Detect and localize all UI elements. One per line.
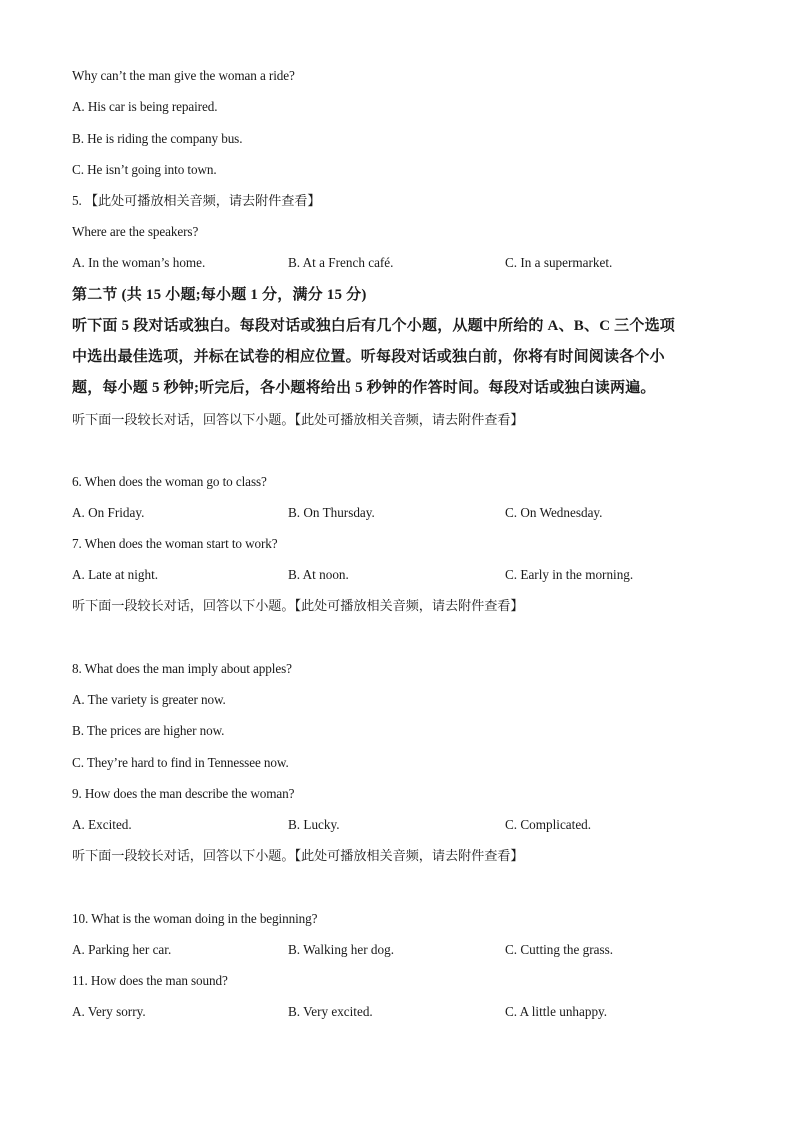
- question-10-option-a: A. Parking her car.: [72, 942, 172, 957]
- question-5-option-c: C. In a supermarket.: [505, 255, 613, 270]
- question-4-option-b: B. He is riding the company bus.: [72, 131, 243, 146]
- question-11-option-a: A. Very sorry.: [72, 1004, 146, 1019]
- question-7-option-a: A. Late at night.: [72, 567, 159, 582]
- question-6-text: 6. When does the woman go to class?: [72, 474, 267, 489]
- question-8-text: 8. What does the man imply about apples?: [72, 661, 292, 676]
- question-4-option-a: A. His car is being repaired.: [72, 99, 218, 114]
- question-8-option-b: B. The prices are higher now.: [72, 723, 225, 738]
- question-7-text: 7. When does the woman start to work?: [72, 536, 278, 551]
- question-6-option-a: A. On Friday.: [72, 505, 145, 520]
- question-10-option-b: B. Walking her dog.: [288, 942, 395, 957]
- question-11-option-b: B. Very excited.: [288, 1004, 373, 1019]
- question-11-text: 11. How does the man sound?: [72, 973, 228, 988]
- question-9-text: 9. How does the man describe the woman?: [72, 786, 295, 801]
- question-4-text: Why can’t the man give the woman a ride?: [72, 68, 295, 83]
- section-2-instructions-line-1: 听下面 5 段对话或独白。每段对话或独白后有几个小题，从题中所给的 A、B、C 三个选项: [72, 318, 675, 334]
- question-5-text: Where are the speakers?: [72, 224, 199, 239]
- question-10-text: 10. What is the woman doing in the beginning?: [72, 911, 318, 926]
- section-2-instructions-line-2: 中选出最佳选项，并标在试卷的相应位置。听每段对话或独白前，你将有时间阅读各个小: [72, 349, 665, 365]
- question-6-option-c: C. On Wednesday.: [505, 505, 603, 520]
- question-7-option-b: B. At noon.: [288, 567, 349, 582]
- dialogue-prompt-3[interactable]: 听下面一段较长对话，回答以下小题。【此处可播放相关音频，请去附件查看】: [72, 848, 524, 863]
- question-5-option-b: B. At a French café.: [288, 255, 394, 270]
- question-7-option-c: C. Early in the morning.: [505, 567, 634, 582]
- question-9-option-a: A. Excited.: [72, 817, 132, 832]
- section-2-instructions-line-3: 题，每小题 5 秒钟;听完后，各小题将给出 5 秒钟的作答时间。每段对话或独白读两遍。: [72, 380, 656, 396]
- question-6-option-b: B. On Thursday.: [288, 505, 375, 520]
- question-9-option-b: B. Lucky.: [288, 817, 340, 832]
- question-5-audio-label[interactable]: 5. 【此处可播放相关音频，请去附件查看】: [72, 193, 321, 208]
- section-2-heading: 第二节 (共 15 小题;每小题 1 分，满分 15 分): [72, 287, 367, 303]
- question-4-option-c: C. He isn’t going into town.: [72, 162, 217, 177]
- question-11-option-c: C. A little unhappy.: [505, 1004, 608, 1019]
- question-8-option-a: A. The variety is greater now.: [72, 692, 226, 707]
- question-5-option-a: A. In the woman’s home.: [72, 255, 206, 270]
- question-10-option-c: C. Cutting the grass.: [505, 942, 614, 957]
- question-9-option-c: C. Complicated.: [505, 817, 592, 832]
- question-8-option-c: C. They’re hard to find in Tennessee now.: [72, 755, 289, 770]
- dialogue-prompt-2[interactable]: 听下面一段较长对话，回答以下小题。【此处可播放相关音频，请去附件查看】: [72, 598, 524, 613]
- dialogue-prompt-1[interactable]: 听下面一段较长对话，回答以下小题。【此处可播放相关音频，请去附件查看】: [72, 412, 524, 427]
